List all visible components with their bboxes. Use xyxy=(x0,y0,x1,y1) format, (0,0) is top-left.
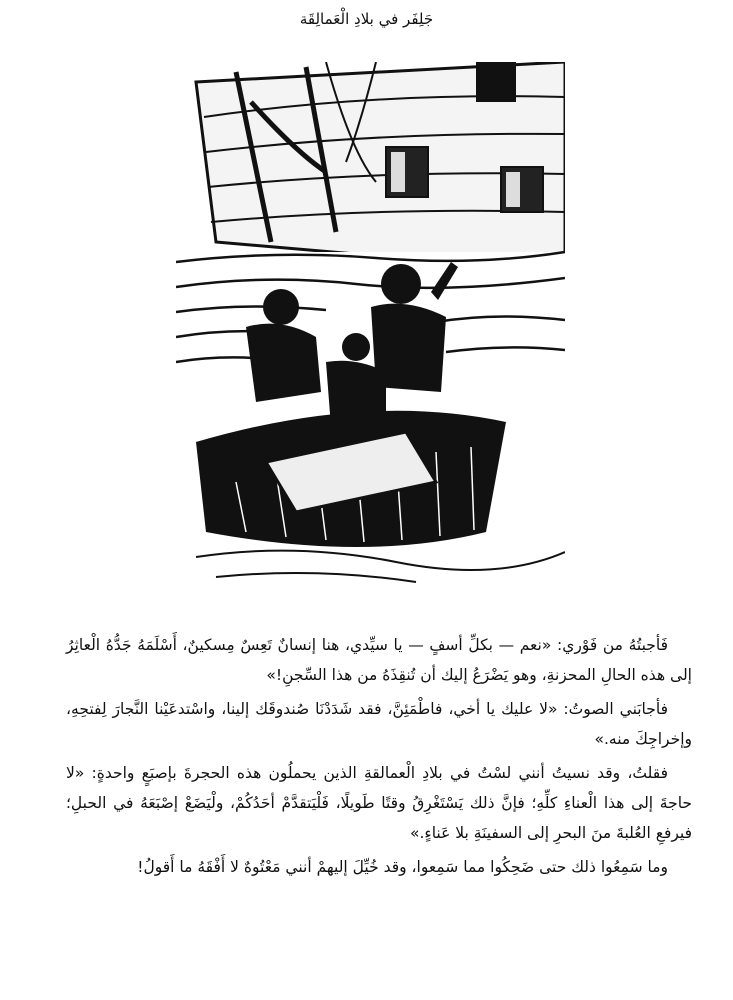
ship-rescue-illustration xyxy=(176,62,565,590)
ship-rescue-illustration-icon xyxy=(176,62,565,590)
running-title: جَلِفَر في بلادِ الْعَمالِقَة xyxy=(299,10,434,28)
paragraph-1: فَأجبتُهُ من فَوْري: «نعم — بكلِّ أسفٍ — يا سيِّدي، هنا إنسانٌ تَعِسٌ مِسكينٌ، أَسْلَمَهُ جَدُّهُ الْعاثِرُ إلى هذه الحالِ المحزنةِ، وهو يَضْرَعُ إليك أن تُنقِذَهُ من هذا السِّجنِ!» xyxy=(66,636,692,684)
paragraph-4: وما سَمِعُوا ذلك حتى ضَحِكُوا مما سَمِعوا، وقد خُيِّلَ إليهمْ أنني مَعْتُوهٌ لا أَفْقَهُ ما أَقولُ! xyxy=(137,858,668,876)
paragraph-3: فقلتُ، وقد نسيتُ أنني لسْتُ في بلادِ الْعمالقةِ الذين يحملُون هذه الحجرةَ بإصبَعٍ واحدةٍ: «لا حاجةَ إلى هذا الْعناءِ كلِّهِ؛ فإنَّ ذلك يَسْتَغْرِقُ وقتًا طَويلًا، فَلْيَتقدَّمْ أحَدُكُمْ، ولْيَضَعْ إصْبَعَهُ في الحبلِ؛ فيرفعِ العُلبةَ منَ البحرِ إلى السفينَةِ بلا عَناءٍ.» xyxy=(66,764,692,842)
body-text xyxy=(66,630,692,886)
paragraph-2: فأجابَني الصوتُ: «لا عليك يا أخي، فاطْمَئِنَّ، فقد شَدَدْنَا صُندوقَك إلينا، واسْتدعَيْنا النَّجارَ لِفتحِهِ، وإخراجِكَ منه.» xyxy=(66,700,692,748)
